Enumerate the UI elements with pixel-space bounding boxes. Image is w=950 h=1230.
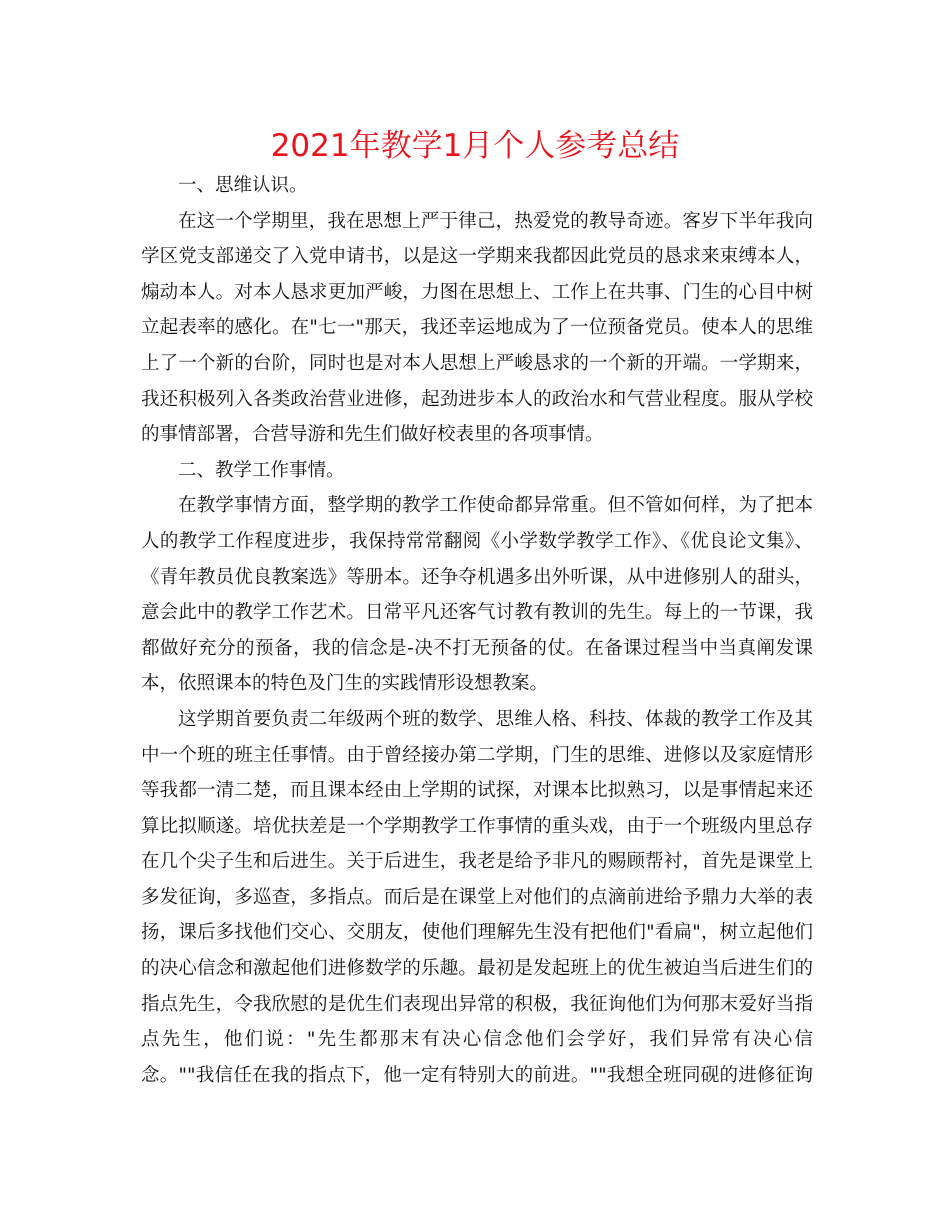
paragraph-line: 指点先生，令我欣慰的是优生们表现出异常的积极，我征询他们为何那末爱好当指 bbox=[141, 993, 813, 1015]
paragraph-line: 煽动本人。对本人恳求更加严峻，力图在思想上、工作上在共事、门生的心目中树 bbox=[141, 281, 813, 303]
paragraph-line: 这学期首要负责二年级两个班的数学、思维人格、科技、体裁的教学工作及其 bbox=[178, 708, 813, 730]
paragraph-line: 的事情部署，合营导游和先生们做好校表里的各项事情。 bbox=[141, 424, 604, 446]
paragraph-line: 《青年教员优良教案选》等册本。还争夺机遇多出外听课，从中进修别人的甜头， bbox=[141, 566, 813, 588]
paragraph-line: 人的教学工作程度进步，我保持常常翻阅《小学数学教学工作》、《优良论文集》、 bbox=[141, 530, 813, 552]
paragraph-line: 意会此中的教学工作艺术。日常平凡还客气讨教有教训的先生。每上的一节课，我 bbox=[141, 602, 813, 624]
paragraph-line: 念。""我信任在我的指点下，他一定有特别大的前进。""我想全班同砚的进修征询 bbox=[141, 1064, 813, 1086]
paragraph-line: 扬，课后多找他们交心、交朋友，使他们理解先生没有把他们"看扁"，树立起他们 bbox=[141, 922, 813, 944]
paragraph-line: 在这一个学期里，我在思想上严于律己，热爱党的教导奇迹。客岁下半年我向 bbox=[178, 210, 813, 232]
paragraph-line: 立起表率的感化。在"七一"那天，我还幸运地成为了一位预备党员。使本人的思维 bbox=[141, 317, 813, 339]
paragraph-line: 算比拟顺遂。培优扶差是一个学期教学工作事情的重头戏，由于一个班级内里总存 bbox=[141, 815, 813, 837]
document-body bbox=[141, 168, 813, 1093]
paragraph-line: 都做好充分的预备，我的信念是-决不打无预备的仗。在备课过程当中当真阐发课 bbox=[141, 637, 813, 659]
paragraph-line: 上了一个新的台阶，同时也是对本人思想上严峻恳求的一个新的开端。一学期来， bbox=[141, 352, 813, 374]
paragraph-line: 我还积极列入各类政治营业进修，起劲进步本人的政治水和气营业程度。服从学校 bbox=[141, 388, 813, 410]
document-title: 2021年教学1月个人参考总结 bbox=[270, 128, 680, 164]
paragraph-line: 多发征询，多巡查，多指点。而后是在课堂上对他们的点滴前进给予鼎力大举的表 bbox=[141, 886, 813, 908]
paragraph-line: 学区党支部递交了入党申请书，以是这一学期来我都因此党员的恳求来束缚本人， bbox=[141, 246, 813, 268]
section-heading-teaching: 二、教学工作事情。 bbox=[178, 459, 345, 481]
paragraph-line: 等我都一清二楚，而且课本经由上学期的试探，对课本比拟熟习，以是事情起来还 bbox=[141, 780, 813, 802]
paragraph-line: 的决心信念和激起他们进修数学的乐趣。最初是发起班上的优生被迫当后进生们的 bbox=[141, 958, 813, 980]
paragraph-line: 本，依照课本的特色及门生的实践情形设想教案。 bbox=[141, 673, 549, 695]
paragraph-line: 点先生，他们说："先生都那末有决心信念他们会学好，我们异常有决心信 bbox=[141, 1029, 813, 1051]
paragraph-line: 在教学事情方面，整学期的教学工作使命都异常重。但不管如何样，为了把本 bbox=[178, 495, 813, 517]
paragraph-line: 中一个班的班主任事情。由于曾经接办第二学期，门生的思维、进修以及家庭情形 bbox=[141, 744, 813, 766]
section-heading-thinking: 一、思维认识。 bbox=[178, 175, 308, 196]
paragraph-line: 在几个尖子生和后进生。关于后进生，我老是给予非凡的赐顾帮衬，首先是课堂上 bbox=[141, 851, 813, 873]
